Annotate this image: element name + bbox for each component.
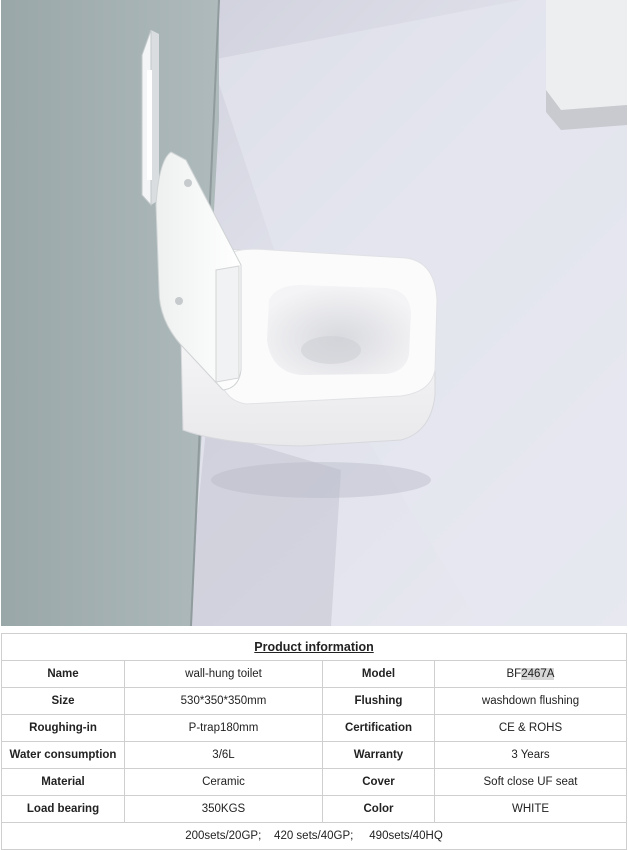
table-row	[2, 742, 627, 769]
row-value: 530*350*350mm	[125, 688, 323, 715]
row-value: Soft close UF seat	[435, 769, 627, 796]
table-footer-row	[2, 823, 627, 850]
row-label: Water consumption	[2, 742, 125, 769]
row-label: Certification	[323, 715, 435, 742]
row-label: Load bearing	[2, 796, 125, 823]
table-row	[2, 688, 627, 715]
row-label: Cover	[323, 769, 435, 796]
row-label: Material	[2, 769, 125, 796]
table-row	[2, 796, 627, 823]
row-value: 3 Years	[435, 742, 627, 769]
row-label: Warranty	[323, 742, 435, 769]
row-label: Color	[323, 796, 435, 823]
row-label: Name	[2, 661, 125, 688]
product-photo	[1, 0, 627, 626]
table-title: Product information	[2, 634, 627, 661]
model-highlight: 2467A	[521, 668, 555, 680]
toilet-illustration	[1, 0, 627, 626]
table-row	[2, 661, 627, 688]
product-info-table	[1, 633, 627, 850]
model-prefix: BF	[506, 668, 522, 680]
row-value: 3/6L	[125, 742, 323, 769]
row-label: Roughing-in	[2, 715, 125, 742]
row-label: Model	[323, 661, 435, 688]
model-value	[435, 661, 627, 688]
row-value: CE & ROHS	[435, 715, 627, 742]
row-value: washdown flushing	[435, 688, 627, 715]
row-label: Size	[2, 688, 125, 715]
container-loading: 200sets/20GP; 420 sets/40GP; 490sets/40HQ	[2, 823, 627, 850]
table-row	[2, 715, 627, 742]
table-title-row	[2, 634, 627, 661]
row-value: wall-hung toilet	[125, 661, 323, 688]
row-value: 350KGS	[125, 796, 323, 823]
table-row	[2, 769, 627, 796]
row-value: Ceramic	[125, 769, 323, 796]
row-value: P-trap180mm	[125, 715, 323, 742]
row-label: Flushing	[323, 688, 435, 715]
row-value: WHITE	[435, 796, 627, 823]
